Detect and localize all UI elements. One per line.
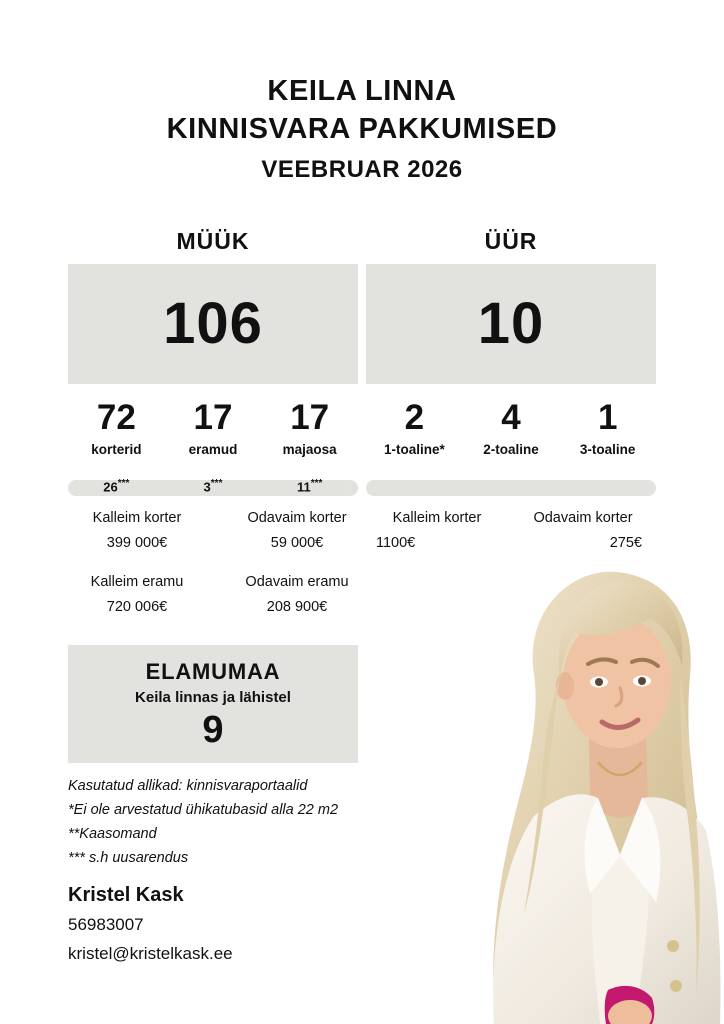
title-line-3: VEEBRUAR 2026: [261, 156, 463, 183]
sale-price-odavaim-eramu-label: Odavaim eramu: [245, 574, 349, 590]
rent-price-kalleim-korter-value: 1100€: [376, 535, 416, 551]
sale-sub-eramud-mark: ***: [210, 478, 223, 489]
rent-category-3toaline: [559, 396, 656, 457]
agent-portrait-illustration: [384, 554, 724, 1024]
rent-total-value: 10: [477, 291, 545, 356]
section-heading-rent: ÜÜR: [484, 228, 538, 254]
page-title: [0, 72, 724, 188]
contact-block: [68, 880, 418, 968]
sale-sub-eramud-value: 3: [203, 479, 211, 495]
sale-total-value: 106: [163, 291, 263, 356]
rent-category-2toaline: [463, 396, 560, 457]
sale-category-korterid-value: 72: [96, 398, 136, 437]
sale-sub-korterid-value: 26: [103, 479, 118, 495]
sale-category-majaosa-label: majaosa: [282, 442, 337, 457]
section-heading-sale: MÜÜK: [176, 228, 250, 254]
jacket-button-2: [670, 980, 682, 992]
pupil-right: [638, 677, 646, 685]
sale-price-kalleim-eramu-value: 720 006€: [106, 599, 168, 615]
note-line-1: Kasutatud allikad: kinnisvaraportaalid: [68, 778, 308, 794]
rent-subbar: [366, 480, 656, 496]
pupil-left: [595, 678, 603, 686]
rent-category-row: [366, 396, 656, 457]
rent-category-1toaline-value: 2: [404, 398, 425, 437]
note-line-3: **Kaasomand: [68, 826, 157, 842]
rent-category-2toaline-value: 4: [501, 398, 521, 437]
sale-price-kalleim-korter-value: 399 000€: [106, 535, 168, 551]
rent-price-kalleim-korter-label: Kalleim korter: [392, 510, 482, 526]
rent-price-odavaim-korter-label: Odavaim korter: [533, 510, 633, 526]
jacket-button-1: [667, 940, 679, 952]
rent-total-box: [366, 264, 656, 384]
sale-sub-majaosa-mark: ***: [310, 478, 323, 489]
title-line-1: KEILA LINNA: [267, 75, 457, 107]
sale-price-odavaim-eramu-value: 208 900€: [266, 599, 328, 615]
sale-category-row: [68, 396, 358, 457]
rent-category-3toaline-value: 1: [597, 398, 618, 437]
sale-category-eramud-value: 17: [193, 398, 233, 437]
sale-category-eramud-label: eramud: [188, 442, 238, 457]
contact-phone[interactable]: 56983007: [68, 915, 144, 934]
title-line-2: KINNISVARA PAKKUMISED: [166, 113, 558, 145]
rent-category-1toaline-label: 1-toaline*: [383, 442, 445, 457]
sale-sub-majaosa: [261, 476, 358, 495]
sale-price-kalleim-korter-label: Kalleim korter: [92, 510, 182, 526]
sale-total-box: [68, 264, 358, 384]
sale-category-korterid: [68, 396, 165, 457]
sale-sub-korterid: [68, 476, 165, 495]
sale-category-eramud: [165, 396, 262, 457]
agent-portrait: [384, 554, 724, 1024]
sale-price-odavaim-korter-value: 59 000€: [270, 535, 324, 551]
sale-category-majaosa-value: 17: [290, 398, 330, 437]
rent-category-2toaline-label: 2-toaline: [483, 442, 539, 457]
land-value: 9: [202, 709, 224, 751]
sale-price-odavaim-korter-label: Odavaim korter: [247, 510, 347, 526]
rent-category-3toaline-label: 3-toaline: [579, 442, 636, 457]
contact-email[interactable]: kristel@kristelkask.ee: [68, 944, 233, 963]
sale-sub-majaosa-value: 11: [296, 479, 311, 495]
land-title: ELAMUMAA: [145, 659, 281, 684]
land-subtitle: Keila linnas ja lähistel: [135, 689, 291, 706]
sale-sub-values-row: [68, 476, 358, 495]
contact-name: Kristel Kask: [68, 884, 184, 906]
sale-category-korterid-label: korterid: [91, 442, 142, 457]
sale-category-majaosa: [261, 396, 358, 457]
rent-category-1toaline: [366, 396, 463, 457]
land-box: [68, 645, 358, 763]
rent-price-odavaim-korter-value: 275€: [609, 535, 642, 551]
note-line-4: *** s.h uusarendus: [68, 850, 189, 866]
sale-sub-eramud: [165, 476, 262, 495]
note-line-2: *Ei ole arvestatud ühikatubasid alla 22 m2: [68, 802, 339, 818]
ear-left: [556, 672, 574, 700]
sale-sub-korterid-mark: ***: [117, 478, 130, 489]
sale-price-kalleim-eramu-label: Kalleim eramu: [90, 574, 184, 590]
